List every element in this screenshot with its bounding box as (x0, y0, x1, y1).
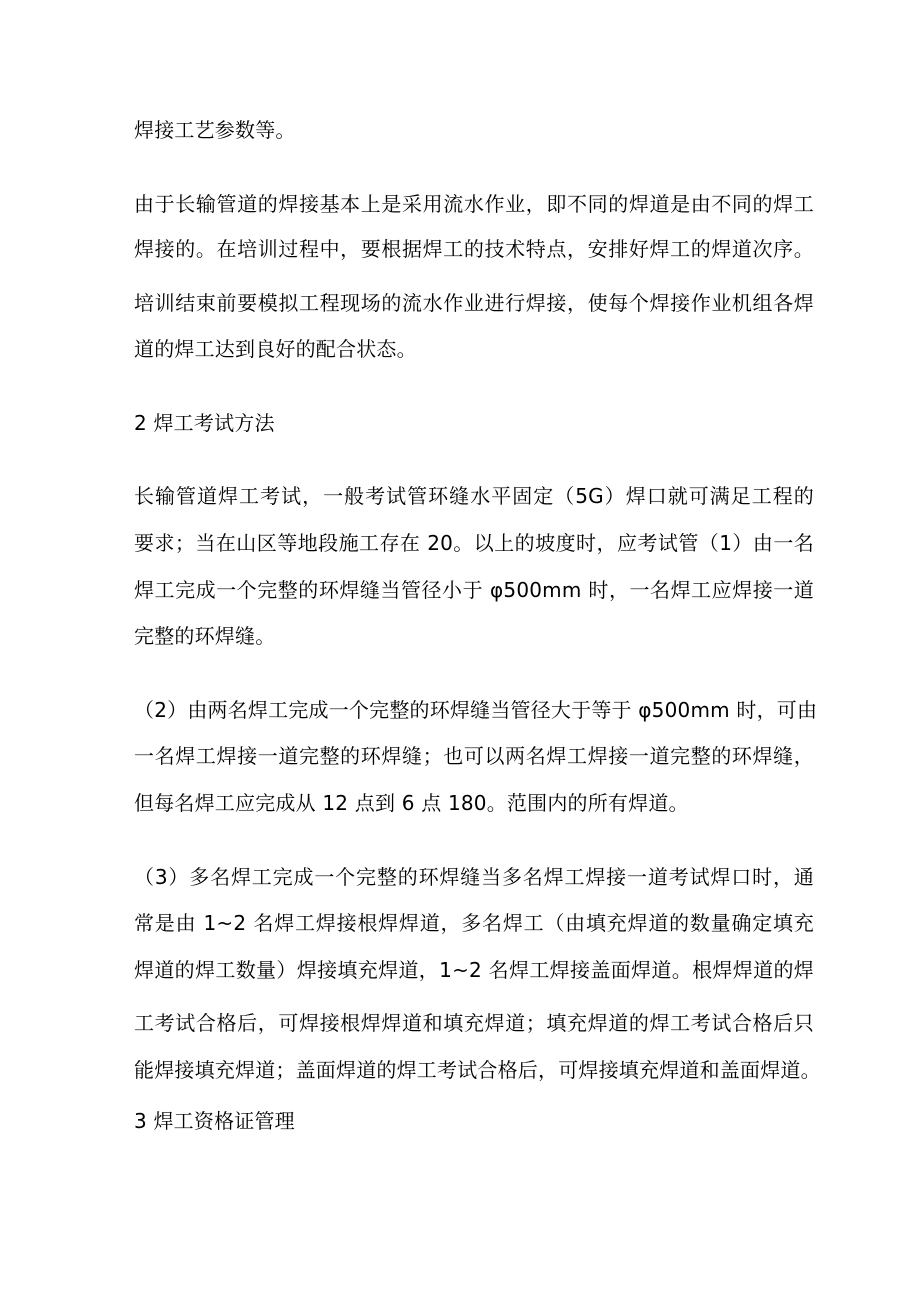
paragraph-line: 要求；当在山区等地段施工存在 20。以上的坡度时，应考试管（1）由一名 (134, 531, 814, 555)
paragraph-line: 常是由 1~2 名焊工焊接根焊焊道，多名焊工（由填充焊道的数量确定填充 (134, 911, 814, 935)
paragraph-line-continuation: 焊接工艺参数等。 (134, 118, 296, 142)
paragraph-line: 道的焊工达到良好的配合状态。 (134, 337, 417, 361)
paragraph-line: （2）由两名焊工完成一个完整的环焊缝当管径大于等于 φ500mm 时，可由 (134, 698, 818, 722)
paragraph-line: 一名焊工焊接一道完整的环焊缝；也可以两名焊工焊接一道完整的环焊缝， (134, 744, 814, 768)
paragraph-line: 长输管道焊工考试，一般考试管环缝水平固定（5G）焊口就可满足工程的 (134, 484, 814, 508)
paragraph-line: 焊道的焊工数量）焊接填充焊道，1~2 名焊工焊接盖面焊道。根焊焊道的焊 (134, 958, 814, 982)
section-heading: 3 焊工资格证管理 (134, 1109, 295, 1133)
paragraph-line: 焊接的。在培训过程中，要根据焊工的技术特点，安排好焊工的焊道次序。 (134, 237, 814, 261)
paragraph-line: 完整的环焊缝。 (134, 624, 276, 648)
paragraph-line: （3）多名焊工完成一个完整的环焊缝当多名焊工焊接一道考试焊口时，通 (134, 865, 814, 889)
paragraph-line: 培训结束前要模拟工程现场的流水作业进行焊接，使每个焊接作业机组各焊 (134, 291, 814, 315)
paragraph-line: 由于长输管道的焊接基本上是采用流水作业，即不同的焊道是由不同的焊工 (134, 192, 814, 216)
paragraph-line: 工考试合格后，可焊接根焊焊道和填充焊道；填充焊道的焊工考试合格后只 (134, 1011, 814, 1035)
paragraph-line: 能焊接填充焊道；盖面焊道的焊工考试合格后，可焊接填充焊道和盖面焊道。 (134, 1058, 821, 1082)
paragraph-line: 但每名焊工应完成从 12 点到 6 点 180。范围内的所有焊道。 (134, 791, 689, 815)
section-heading: 2 焊工考试方法 (134, 411, 275, 435)
paragraph-line: 焊工完成一个完整的环焊缝当管径小于 φ500mm 时，一名焊工应焊接一道 (134, 578, 814, 602)
